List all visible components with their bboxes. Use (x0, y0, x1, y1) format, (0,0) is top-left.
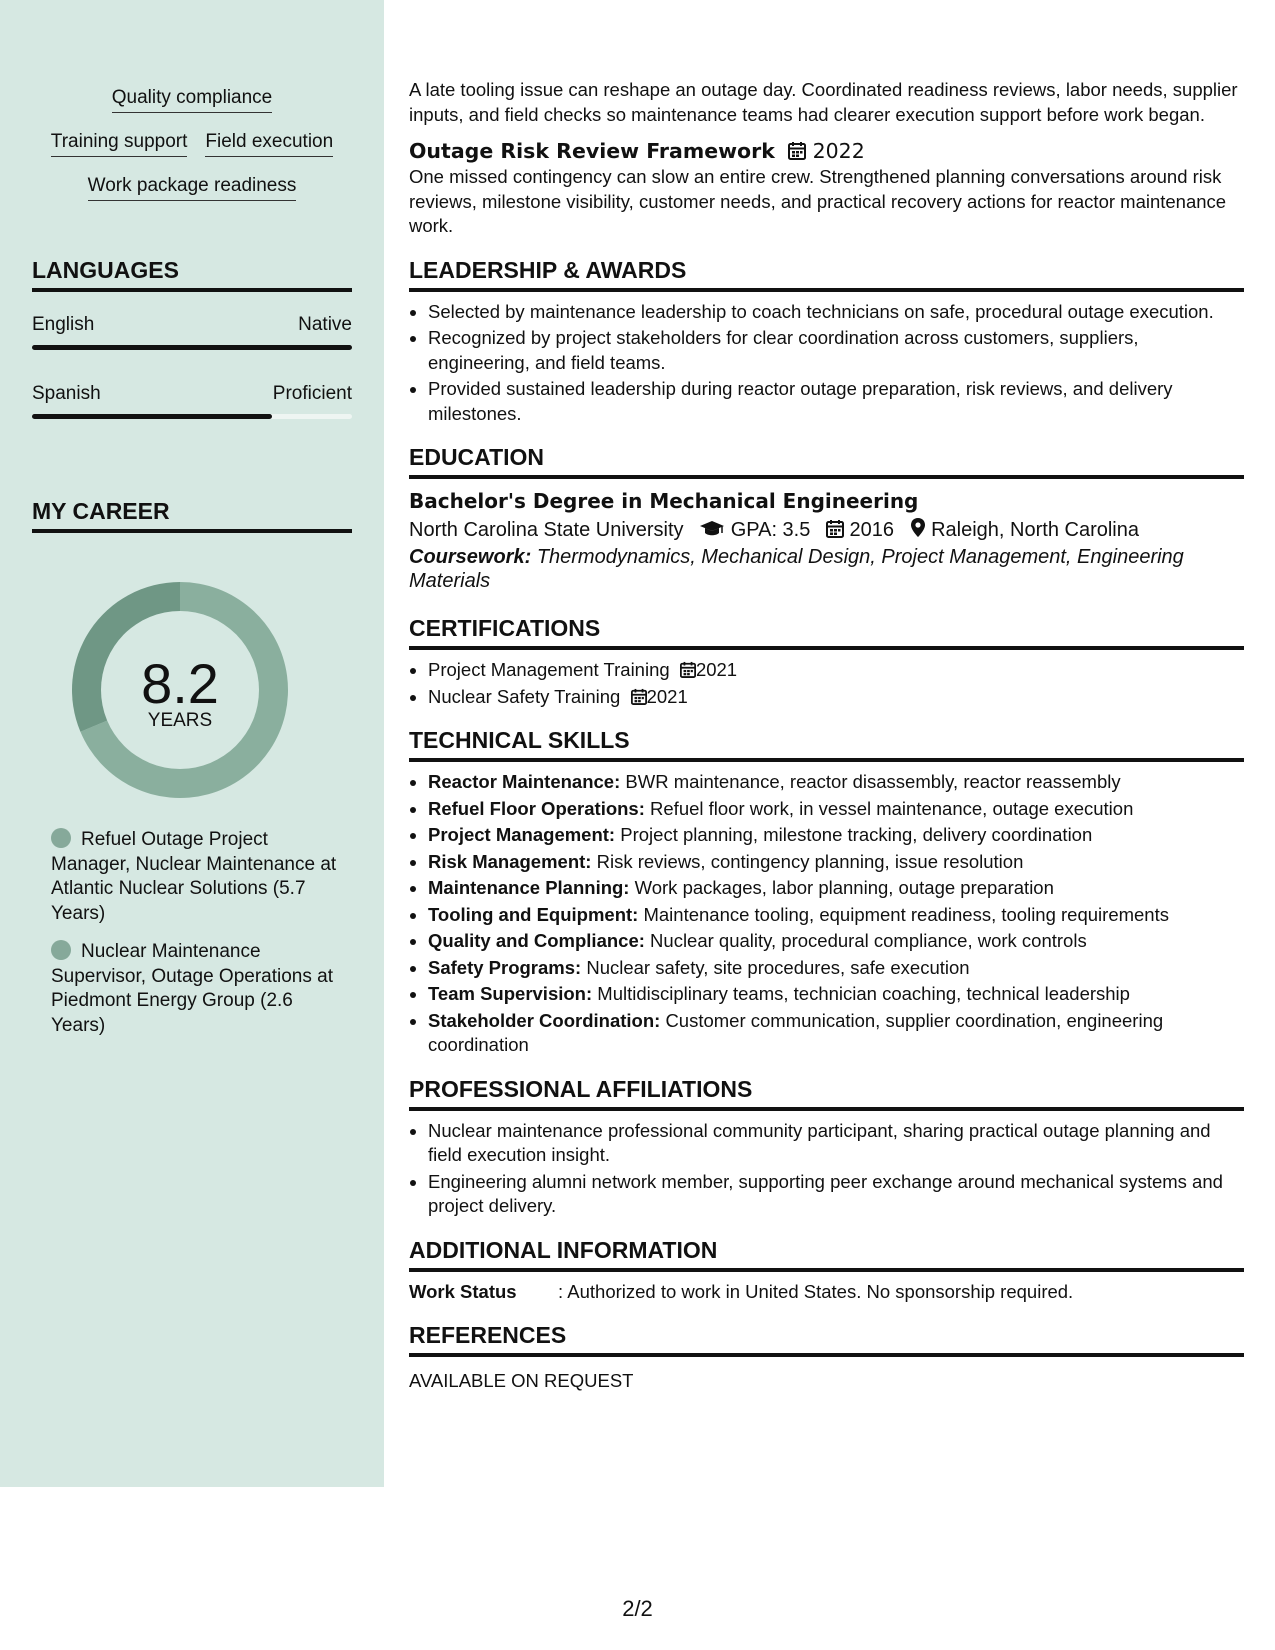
career-item-text: Refuel Outage Project Manager, Nuclear Maintenance at Atlantic Nuclear Solutions (5.7 Years) (51, 829, 337, 924)
certification-year: 2021 (646, 685, 688, 707)
skill-label: Project Management: (428, 824, 616, 845)
list-item (428, 956, 1244, 981)
project-title: Outage Risk Review Framework (409, 139, 775, 163)
education-heading: EDUCATION (409, 442, 1244, 479)
list-item (428, 850, 1244, 875)
list-item (428, 770, 1244, 795)
certifications-list (409, 658, 1244, 709)
certification-year: 2021 (695, 659, 738, 680)
skill-text: Nuclear safety, site procedures, safe execution (586, 956, 970, 978)
skill-text: Risk reviews, contingency planning, issue resolution (596, 850, 1024, 872)
career-item (51, 940, 341, 1038)
education-gpa: GPA: 3.5 (730, 519, 811, 541)
work-status-label: Work Status (409, 1280, 517, 1302)
location-pin-icon (910, 517, 926, 538)
list-item: • Provided sustained leadership during reactor outage preparation, risk reviews, and delivery milestones. (428, 377, 1244, 426)
coursework-label: Coursework: (409, 546, 532, 568)
skill-text: Maintenance tooling, equipment readiness, tooling requirements (643, 903, 1169, 925)
career-total-unit: YEARS (147, 710, 213, 731)
education-year: 2016 (849, 519, 894, 541)
affiliations-list (409, 1119, 1244, 1219)
skill-label: Maintenance Planning: (428, 877, 630, 898)
project-description: One missed contingency can slow an entire crew. Strengthened planning conversations around risk reviews, milestone visibility, customer needs, and practical recovery actions for reactor maintenance work. (409, 166, 1227, 236)
skill-text: Project planning, milestone tracking, delivery coordination (620, 824, 1093, 845)
skill-tag: Quality compliance (112, 86, 273, 113)
skill-text: BWR maintenance, reactor disassembly, reactor reassembly (625, 771, 1121, 792)
language-bar (32, 414, 352, 419)
skill-text: Nuclear quality, procedural compliance, work controls (650, 930, 1087, 951)
skill-label: Team Supervision: (428, 983, 593, 1004)
calendar-icon (680, 661, 696, 678)
skill-label: Quality and Compliance: (428, 930, 645, 951)
skill-tag: Work package readiness (88, 174, 297, 201)
skill-label: Stakeholder Coordination: (428, 1009, 661, 1031)
education-coursework (409, 545, 1244, 593)
list-item (428, 1009, 1244, 1058)
language-name: Spanish (32, 383, 101, 404)
career-donut-chart (66, 576, 294, 804)
list-item (428, 658, 1244, 683)
references-text: AVAILABLE ON REQUEST (409, 1370, 634, 1391)
sidebar (0, 0, 384, 1487)
list-item: • Nuclear maintenance professional community participant, sharing practical outage planning and field execution insight. (428, 1119, 1244, 1168)
skill-text: Refuel floor work, in vessel maintenance, outage execution (650, 797, 1134, 819)
graduation-cap-icon (699, 520, 725, 538)
calendar-icon (631, 688, 647, 705)
list-item (428, 903, 1244, 928)
languages-heading: LANGUAGES (32, 257, 352, 292)
additional-info-heading: ADDITIONAL INFORMATION (409, 1235, 1244, 1272)
language-english (32, 313, 352, 350)
career-total-years: 8.2 (141, 652, 219, 715)
education-school: North Carolina State University (409, 519, 684, 541)
list-item: • Selected by maintenance leadership to coach technicians on safe, procedural outage execution. (428, 300, 1244, 325)
project-year: 2022 (812, 139, 865, 163)
certifications-heading: CERTIFICATIONS (409, 613, 1244, 650)
list-item: • Recognized by project stakeholders for clear coordination across customers, suppliers, engineering, and field teams. (428, 326, 1244, 375)
technical-skills-list (409, 770, 1244, 1058)
leadership-heading: LEADERSHIP & AWARDS (409, 255, 1244, 292)
language-level: Proficient (272, 383, 352, 404)
education-location: Raleigh, North Carolina (931, 519, 1139, 541)
education-degree: Bachelor's Degree in Mechanical Engineering (409, 489, 919, 513)
main-content (409, 78, 1244, 1394)
career-item-text: Nuclear Maintenance Supervisor, Outage Operations at Piedmont Energy Group (2.6 Years) (51, 941, 333, 1036)
list-item (428, 823, 1244, 848)
project-title-row (409, 137, 1244, 165)
skill-label: Tooling and Equipment: (428, 903, 639, 925)
coursework-text: Thermodynamics, Mechanical Design, Project Management, Engineering Materials (409, 546, 1184, 592)
skill-tags (32, 86, 352, 218)
work-status-value: : Authorized to work in United States. No sponsorship required. (558, 1280, 1074, 1302)
intro-text: A late tooling issue can reshape an outage day. Coordinated readiness reviews, labor needs, supplier inputs, and field checks so maintenance teams had clearer execution support before work began. (409, 79, 1238, 125)
career-heading: MY CAREER (32, 498, 352, 533)
career-dot (51, 940, 71, 960)
skill-tag: Training support (51, 130, 188, 157)
language-bar-fill (32, 414, 272, 419)
calendar-icon (788, 141, 806, 160)
affiliations-heading: PROFESSIONAL AFFILIATIONS (409, 1074, 1244, 1111)
skill-label: Risk Management: (428, 850, 592, 872)
skill-tag: Field execution (205, 130, 333, 157)
skill-label: Safety Programs: (428, 956, 582, 978)
skill-text: Work packages, labor planning, outage preparation (634, 877, 1054, 898)
skill-text: Customer communication, supplier coordination, engineering coordination (428, 1009, 1164, 1055)
list-item (428, 982, 1244, 1007)
certification-name: Project Management Training (428, 659, 670, 680)
list-item (428, 685, 1244, 710)
career-dot (51, 828, 71, 848)
language-spanish (32, 382, 352, 419)
language-bar (32, 345, 352, 350)
calendar-icon (826, 519, 844, 538)
work-status-row (409, 1280, 1244, 1305)
education-meta (409, 515, 1244, 545)
career-item (51, 828, 341, 926)
skill-label: Reactor Maintenance: (428, 771, 621, 792)
certification-name: Nuclear Safety Training (428, 685, 621, 707)
list-item: • Engineering alumni network member, supporting peer exchange around mechanical systems and project delivery. (428, 1170, 1244, 1219)
skill-label: Refuel Floor Operations: (428, 797, 645, 819)
list-item (428, 797, 1244, 822)
language-name: English (32, 314, 95, 335)
list-item (428, 929, 1244, 954)
references-heading: REFERENCES (409, 1320, 1244, 1357)
technical-skills-heading: TECHNICAL SKILLS (409, 725, 1244, 762)
language-bar-fill (32, 345, 352, 350)
list-item (428, 876, 1244, 901)
page-number: 2/2 (622, 1596, 653, 1621)
leadership-list (409, 300, 1244, 427)
language-level: Native (298, 314, 352, 335)
skill-text: Multidisciplinary teams, technician coaching, technical leadership (597, 983, 1130, 1004)
